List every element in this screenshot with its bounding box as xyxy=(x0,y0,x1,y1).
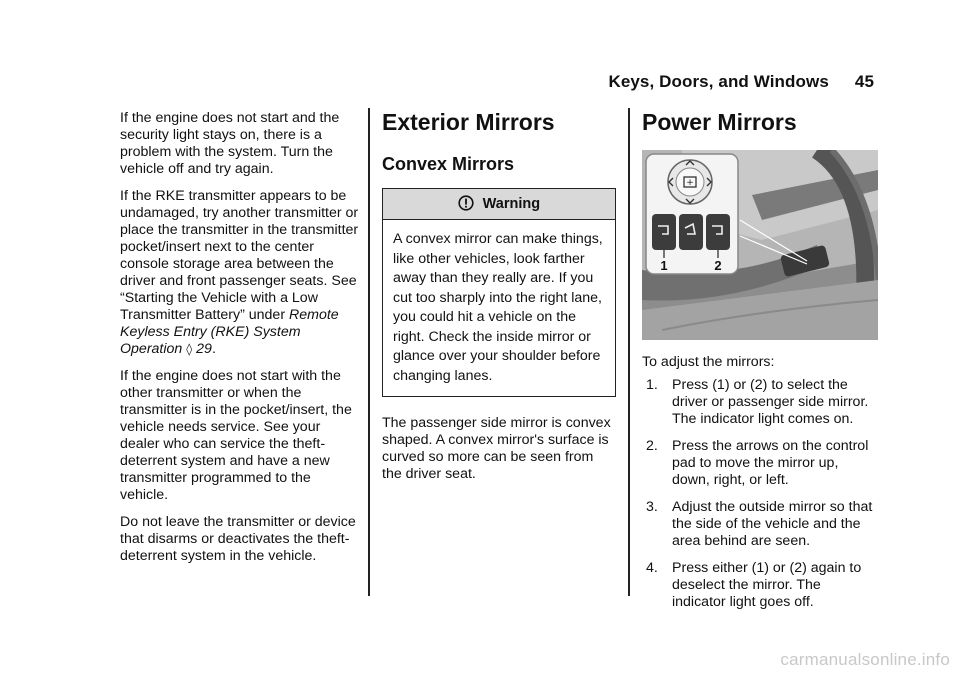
warning-title: Warning xyxy=(482,196,541,212)
subsection-title-convex-mirrors: Convex Mirrors xyxy=(382,154,515,174)
watermark: carmanualsonline.info xyxy=(780,650,950,669)
adjust-intro: To adjust the mirrors: xyxy=(642,354,775,370)
step-text: Press either (1) or (2) again to deselect the mirror. The indicator light goes off. xyxy=(672,560,862,610)
list-item xyxy=(642,377,878,428)
paragraph-rke-transmitter: If the RKE transmitter appears to be undamaged, try another transmitter or place the transmitter in the transmitter pocket/insert next to the center console storage area between the driver and front passenger seats. See “Starting the Vehicle with a Low Transmitter Battery” under Remote Keyless Entry (RKE) System Operation ◊ 29. xyxy=(120,188,359,357)
step-number: 4. xyxy=(646,560,658,576)
adjust-steps-list xyxy=(642,377,878,611)
column-2 xyxy=(382,108,616,493)
warning-icon xyxy=(458,194,479,213)
paragraph-do-not-leave: Do not leave the transmitter or device that disarms or deactivates the theft-deterrent system in the vehicle. xyxy=(120,514,356,564)
paragraph-convex-shape: The passenger side mirror is convex shaped. A convex mirror's surface is curved so more can be seen from the driver seat. xyxy=(382,415,611,482)
column-divider-1 xyxy=(368,108,370,596)
section-title-power-mirrors: Power Mirrors xyxy=(642,109,797,135)
step-number: 1. xyxy=(646,377,658,393)
step-number: 3. xyxy=(646,499,658,515)
column-divider-2 xyxy=(628,108,630,596)
paragraph-other-transmitter: If the engine does not start with the other transmitter or when the transmitter is in the pocket/insert, the vehicle needs service. See your dealer who can service the theft-deterrent system and have a new transmitter programmed to the vehicle. xyxy=(120,368,352,503)
paragraph-text: If the RKE transmitter appears to be undamaged, try another transmitter or place the transmitter in the transmitter pocket/insert next to the center console storage area between the driver and front passenger seats. See “Starting the Vehicle with a Low Transmitter Battery” under xyxy=(120,188,359,323)
step-text: Adjust the outside mirror so that the side of the vehicle and the area behind are seen. xyxy=(672,499,873,549)
page-number: 45 xyxy=(854,72,874,91)
page-ref-number[interactable]: 29 xyxy=(196,341,212,357)
svg-text:+: + xyxy=(686,178,694,188)
step-text: Press the arrows on the control pad to move the mirror up, down, right, or left. xyxy=(672,438,869,488)
step-text: Press (1) or (2) to select the driver or passenger side mirror. The indicator light comes on. xyxy=(672,377,869,427)
figure-label-2: 2 xyxy=(714,258,722,273)
list-item xyxy=(642,499,878,550)
section-title-exterior-mirrors: Exterior Mirrors xyxy=(382,109,555,135)
warning-box xyxy=(382,188,616,397)
step-number: 2. xyxy=(646,438,658,454)
page-ref-icon: ◊ xyxy=(186,342,193,356)
column-3 xyxy=(642,108,878,621)
running-header xyxy=(608,72,874,92)
figure-label-1: 1 xyxy=(660,258,668,273)
power-mirror-control-photo xyxy=(642,150,878,340)
power-mirror-illustration xyxy=(642,150,878,340)
cross-reference-link[interactable]: Remote Keyless Entry (RKE) System Operation xyxy=(120,307,339,357)
column-1 xyxy=(120,110,362,575)
header-title: Keys, Doors, and Windows xyxy=(608,72,829,91)
list-item xyxy=(642,560,878,611)
paragraph-engine-security: If the engine does not start and the security light stays on, there is a problem with the system. Turn the vehicle off and try again. xyxy=(120,110,340,177)
list-item xyxy=(642,438,878,489)
warning-body: A convex mirror can make things, like other vehicles, look farther away than they really are. If you cut too sharply into the right lane, you could hit a vehicle on the right. Check the inside mirror or glance over your shoulder before changing lanes. xyxy=(393,231,603,384)
warning-header xyxy=(383,189,615,220)
